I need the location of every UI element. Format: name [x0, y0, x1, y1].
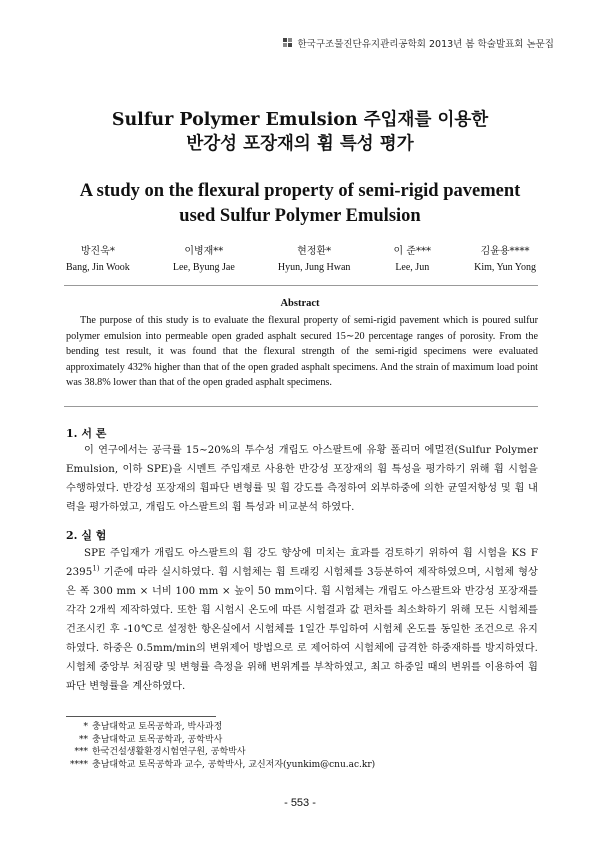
author-name-en: Kim, Yun Yong: [474, 262, 536, 273]
footnote-mark: *: [83, 722, 88, 732]
author-name-ko: 현정환*: [297, 246, 332, 257]
abstract-heading: Abstract: [280, 298, 320, 309]
experiment-text-part-1: SPE 주입재가 개립도 아스팔트의 휨 강도 향상에 미치는 효과를 검토하기 위하여 휨 시험을 KS F 2395: [66, 548, 538, 578]
experiment-text-part-2: 기준에 따라 실시하였다. 휨 시험체는 휨 트래킹 시험체를 3등분하여 제작하였으며, 시험체 형상은 폭 300 mm × 너비 100 mm × 높이 50 mm이다. 휨 시험체는 개립도 아스팔트와 반강성 포장재를 각각 2개씩 제작하였다. 또한 휨 시험시 온도에 따른 시험결과 값 편차를 최소화하기 위해 모든 시험체를 건조시킨 후 -10℃로 설정한 항온실에서 시험체를 1일간 투입하여 시험체 온도를 동일한 조건으로 유지하였다. 하중은 0.5mm/min의 변위제어 방법으로 로 제어하여 시험체에 급격한 하중재하를 방지하였다. 시험체 중앙부 처짐량 및 변형률 측정을 위해 변위계를 부착하였고, 최고 하중일 때의 변위를 이용하여 휨파단 변형률을 계산하였다.: [66, 567, 538, 692]
section-heading-experiment: 2. 실 험: [66, 529, 107, 542]
footnote: [60, 759, 375, 772]
footnote-mark: **: [79, 734, 88, 745]
experiment-paragraph: [66, 544, 538, 696]
page-number: - 553 -: [284, 797, 316, 809]
footnote-text: 한국건설생활환경시험연구원, 공학박사: [92, 747, 246, 758]
abstract-bottom-divider: [64, 406, 538, 407]
english-title-line-2: used Sulfur Polymer Emulsion: [179, 206, 421, 226]
author: [474, 244, 536, 276]
author-name-ko: 김윤용****: [480, 246, 530, 257]
abstract-text: The purpose of this study is to evaluate the flexural property of semi-rigid pavement which is poured sulfur polymer emulsion into permeable open graded asphalt secured 15∼20 percentage ranges of porosity. From the bending test result, it was found that the flexural strength of the semi-rigid specimens were evaluated approximately 432% higher than that of the open graded asphalt specimens. And the strain of maximum load point was 38.8% lower than that of the open graded asphalt specimens.: [66, 315, 538, 389]
author: [394, 244, 432, 276]
author-name-ko: 이 준***: [393, 246, 432, 257]
abstract-top-divider: [64, 285, 538, 286]
section-heading-introduction: 1. 서 론: [66, 427, 107, 440]
author: [173, 244, 235, 276]
footnote: [60, 734, 375, 747]
author-name-en: Hyun, Jung Hwan: [277, 262, 351, 273]
footnote-text: 충남대학교 토목공학과 교수, 공학박사, 교신저자(yunkim@cnu.ac.kr): [92, 759, 376, 770]
footnote: [60, 746, 375, 759]
footnote: [60, 721, 375, 734]
footnotes: [60, 721, 375, 771]
korean-title-line-2: 반강성 포장재의 휨 특성 평가: [186, 134, 414, 154]
author: [66, 244, 130, 276]
footnote-mark: ****: [70, 759, 88, 770]
running-head: [283, 36, 554, 50]
author-list: [66, 244, 536, 276]
korean-title-line-1: Sulfur Polymer Emulsion 주입재를 이용한: [111, 110, 489, 130]
author-name-ko: 이병재**: [184, 246, 224, 257]
footnote-text: 충남대학교 토목공학과, 공학박사: [92, 734, 223, 745]
footnote-divider: [66, 716, 216, 717]
author-name-en: Bang, Jin Wook: [66, 262, 130, 273]
author-name-en: Lee, Jun: [395, 262, 430, 273]
introduction-paragraph: 이 연구에서는 공극률 15∼20%의 투수성 개립도 아스팔트에 유황 폴리머 에멀젼(Sulfur Polymer Emulsion, 이하 SPE)을 시멘트 주입재로 사용한 반강성 포장재의 휨 특성을 평가하기 위해 휨 시험을 수행하였다. 반강성 포장재의 휨파단 변형률 및 휨 강도를 측정하여 외부하중에 의한 균열저항성 및 휨 내력을 평가하였고, 개립도 아스팔트의 휨 특성과 비교분석 하였다.: [66, 445, 538, 513]
society-logo-icon: [283, 38, 293, 48]
author-name-ko: 방진욱*: [80, 246, 115, 257]
author: [278, 244, 351, 276]
english-title-line-1: A study on the flexural property of semi-rigid pavement: [79, 181, 521, 201]
citation-superscript: 1): [92, 564, 100, 573]
author-name-en: Lee, Byung Jae: [172, 262, 235, 273]
running-head-text: 한국구조물진단유지관리공학회 2013년 봄 학술발표회 논문집: [297, 39, 554, 50]
footnote-text: 충남대학교 토목공학과, 박사과정: [92, 722, 223, 732]
footnote-mark: ***: [74, 747, 88, 758]
